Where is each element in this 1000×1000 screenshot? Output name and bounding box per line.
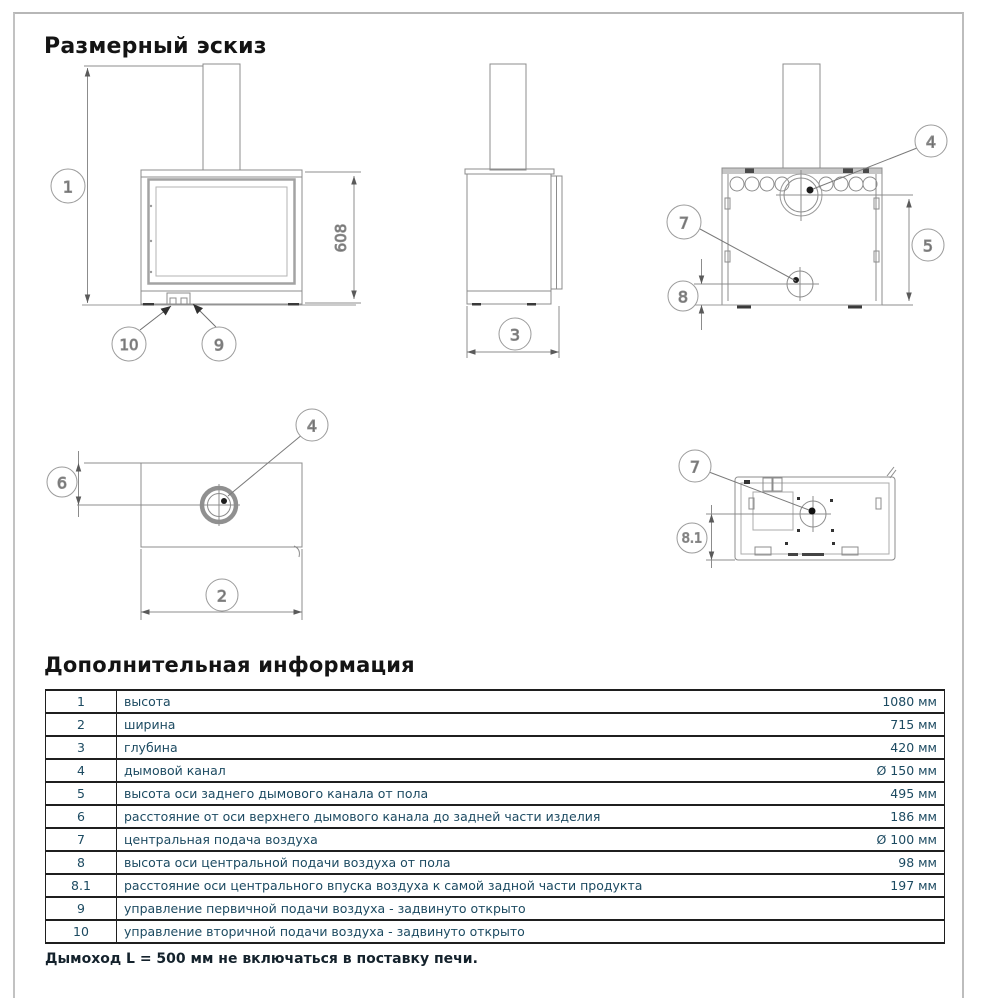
row-num-cell: 7 — [46, 828, 117, 851]
row-num-cell: 8.1 — [46, 874, 117, 897]
row-value-cell: Ø 150 мм — [812, 759, 945, 782]
table-row — [46, 759, 945, 782]
plinth-front — [141, 291, 302, 304]
rear-view — [667, 64, 947, 330]
row-label-cell: ширина — [117, 713, 813, 736]
page-title: Размерный эскиз — [44, 34, 267, 59]
table-row — [46, 874, 945, 897]
vent-holes — [730, 177, 877, 191]
table-row — [46, 920, 945, 943]
row-num-cell: 6 — [46, 805, 117, 828]
callout-7-bottom-label: 7 — [689, 457, 701, 477]
row-value-cell: 197 мм — [812, 874, 945, 897]
table-row — [46, 828, 945, 851]
row-label-cell: высота оси центральной подачи воздуха от пола — [117, 851, 813, 874]
row-num-cell: 4 — [46, 759, 117, 782]
front-view — [51, 64, 361, 361]
chimney-pipe-front — [203, 64, 240, 170]
callout-4-top-label: 4 — [306, 416, 318, 436]
row-value-cell: 1080 мм — [812, 690, 945, 713]
row-label-cell: высота — [117, 690, 813, 713]
row-num-cell: 1 — [46, 690, 117, 713]
callout-9-label: 9 — [213, 335, 225, 355]
top-view — [47, 409, 328, 620]
row-value-cell: 495 мм — [812, 782, 945, 805]
row-label-cell: управление первичной подачи воздуха - задвинуто открыто — [117, 897, 813, 920]
chimney-note: Дымоход L = 500 мм не включаться в поставку печи. — [45, 951, 478, 967]
row-value-cell: 98 мм — [812, 851, 945, 874]
table-row — [46, 805, 945, 828]
row-label-cell: дымовой канал — [117, 759, 813, 782]
top-flue-outlet — [198, 484, 240, 526]
callout-8-1-label: 8.1 — [681, 531, 703, 547]
chimney-pipe-rear — [783, 64, 820, 168]
row-num-cell: 10 — [46, 920, 117, 943]
stove-body-front — [141, 170, 302, 291]
row-value-cell: 420 мм — [812, 736, 945, 759]
dim-608-label: 608 — [332, 223, 350, 253]
row-num-cell: 3 — [46, 736, 117, 759]
additional-info-table — [45, 689, 945, 944]
row-value-cell — [812, 897, 945, 920]
side-view — [465, 64, 562, 358]
row-label-cell: глубина — [117, 736, 813, 759]
callout-6-label: 6 — [56, 473, 68, 493]
callout-2-label: 2 — [216, 586, 228, 606]
stove-body-bottom — [735, 477, 895, 560]
table-row — [46, 713, 945, 736]
bottom-view — [677, 450, 896, 568]
table-row — [46, 690, 945, 713]
row-num-cell: 9 — [46, 897, 117, 920]
row-num-cell: 2 — [46, 713, 117, 736]
row-value-cell: Ø 100 мм — [812, 828, 945, 851]
row-value-cell — [812, 920, 945, 943]
row-value-cell: 715 мм — [812, 713, 945, 736]
handle-notch — [294, 546, 299, 557]
callout-4-label: 4 — [925, 132, 937, 152]
row-value-cell: 186 мм — [812, 805, 945, 828]
callout-3-label: 3 — [509, 325, 521, 345]
door-frame — [149, 180, 295, 284]
callout-7-label: 7 — [678, 213, 690, 233]
row-num-cell: 8 — [46, 851, 117, 874]
row-label-cell: центральная подача воздуха — [117, 828, 813, 851]
stove-body-side — [467, 174, 551, 291]
callout-10-label: 10 — [119, 336, 139, 354]
callout-1-label: 1 — [62, 177, 74, 197]
table-row — [46, 897, 945, 920]
callout-5-label: 5 — [922, 236, 934, 256]
door-glass — [156, 187, 287, 276]
plinth-side — [467, 291, 551, 304]
callout-8-label: 8 — [677, 287, 689, 307]
central-air-inlet-bottom — [795, 496, 831, 532]
row-label-cell: расстояние оси центрального впуска воздуха к самой задной части продукта — [117, 874, 813, 897]
chimney-pipe-side — [490, 64, 526, 170]
table-row — [46, 736, 945, 759]
row-label-cell: расстояние от оси верхнего дымового канала до задней части изделия — [117, 805, 813, 828]
row-label-cell: высота оси заднего дымового канала от пола — [117, 782, 813, 805]
row-num-cell: 5 — [46, 782, 117, 805]
table-row — [46, 782, 945, 805]
table-row — [46, 851, 945, 874]
row-label-cell: управление вторичной подачи воздуха - задвинуто открыто — [117, 920, 813, 943]
section-title-additional-info: Дополнительная информация — [44, 653, 415, 677]
